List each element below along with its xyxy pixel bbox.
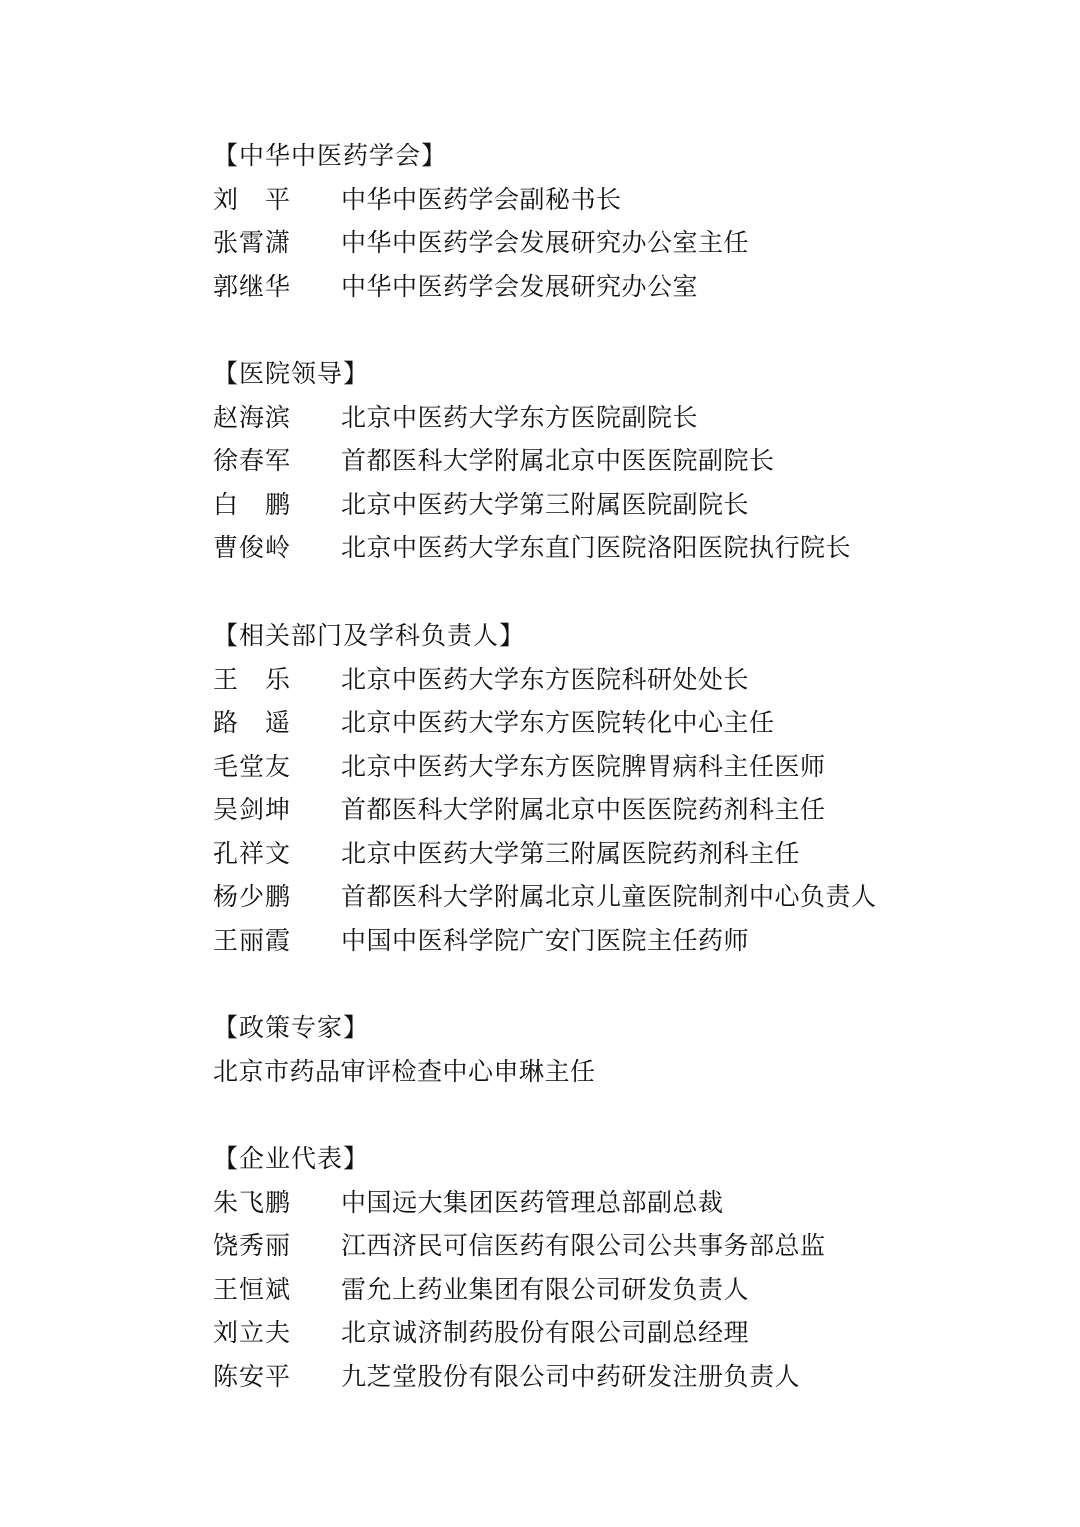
person-name: 路 遥 bbox=[213, 708, 291, 737]
person-row bbox=[213, 701, 1033, 745]
person-title: 北京中医药大学东方医院转化中心主任 bbox=[341, 708, 775, 737]
person-row bbox=[213, 1355, 1033, 1399]
person-row bbox=[213, 265, 1033, 309]
person-row bbox=[213, 483, 1033, 527]
person-row bbox=[213, 439, 1033, 483]
section-hospital-leaders bbox=[213, 352, 1033, 570]
person-name: 刘立夫 bbox=[213, 1318, 292, 1347]
person-row bbox=[213, 745, 1033, 789]
person-title: 江西济民可信医药有限公司公共事务部总监 bbox=[341, 1231, 826, 1260]
person-row bbox=[213, 1268, 1033, 1312]
person-name: 张霄潇 bbox=[213, 228, 292, 257]
person-row bbox=[213, 788, 1033, 832]
person-name: 郭继华 bbox=[213, 271, 292, 301]
person-name: 白 鹏 bbox=[213, 489, 291, 519]
person-title: 雷允上药业集团有限公司研发负责人 bbox=[341, 1274, 750, 1304]
person-row bbox=[213, 1224, 1033, 1268]
person-title: 中国远大集团医药管理总部副总裁 bbox=[341, 1187, 724, 1217]
section-enterprise bbox=[213, 1137, 1033, 1398]
person-name: 徐春军 bbox=[213, 446, 292, 475]
person-row bbox=[213, 1311, 1033, 1355]
section-heading: 【企业代表】 bbox=[213, 1144, 370, 1173]
person-title: 中华中医药学会副秘书长 bbox=[341, 184, 622, 214]
person-title: 北京诚济制药股份有限公司副总经理 bbox=[341, 1318, 750, 1347]
person-title: 首都医科大学附属北京中医医院副院长 bbox=[341, 446, 775, 475]
person-title: 北京中医药大学第三附属医院药剂科主任 bbox=[341, 838, 801, 868]
person-row bbox=[213, 178, 1033, 222]
person-title: 北京中医药大学东直门医院洛阳医院执行院长 bbox=[341, 533, 852, 562]
person-name: 王恒斌 bbox=[213, 1274, 292, 1304]
section-departments bbox=[213, 614, 1033, 962]
person-title: 首都医科大学附属北京中医医院药剂科主任 bbox=[341, 795, 826, 824]
person-name: 杨少鹏 bbox=[213, 882, 292, 911]
person-title: 北京中医药大学东方医院副院长 bbox=[341, 402, 699, 432]
person-title: 北京中医药大学东方医院科研处处长 bbox=[341, 664, 750, 694]
person-title: 中国中医科学院广安门医院主任药师 bbox=[341, 925, 750, 955]
person-row bbox=[213, 658, 1033, 702]
person-name: 赵海滨 bbox=[213, 402, 292, 432]
person-name: 王 乐 bbox=[213, 664, 291, 694]
person-title: 北京中医药大学东方医院脾胃病科主任医师 bbox=[341, 751, 826, 781]
person-row bbox=[213, 221, 1033, 265]
person-row bbox=[213, 919, 1033, 963]
person-name: 饶秀丽 bbox=[213, 1231, 292, 1260]
section-cacm bbox=[213, 134, 1033, 308]
person-row bbox=[213, 832, 1033, 876]
section-heading: 【相关部门及学科负责人】 bbox=[213, 621, 526, 650]
person-row bbox=[213, 1181, 1033, 1225]
section-heading: 【医院领导】 bbox=[213, 359, 370, 388]
person-row bbox=[213, 875, 1033, 919]
person-name: 孔祥文 bbox=[213, 838, 292, 868]
section-policy-experts bbox=[213, 1006, 1033, 1093]
person-name: 曹俊岭 bbox=[213, 533, 292, 562]
person-row bbox=[213, 396, 1033, 440]
section-heading: 【中华中医药学会】 bbox=[213, 141, 448, 170]
person-name: 吴剑坤 bbox=[213, 795, 292, 824]
person-row bbox=[213, 526, 1033, 570]
person-title: 中华中医药学会发展研究办公室 bbox=[341, 271, 699, 301]
person-title: 中华中医药学会发展研究办公室主任 bbox=[341, 228, 750, 257]
person-name: 朱飞鹏 bbox=[213, 1187, 292, 1217]
person-name: 毛堂友 bbox=[213, 751, 292, 781]
person-name: 陈安平 bbox=[213, 1361, 292, 1391]
section-heading: 【政策专家】 bbox=[213, 1013, 370, 1042]
person-name: 王丽霞 bbox=[213, 925, 292, 955]
person-name: 刘 平 bbox=[213, 184, 291, 214]
person-title: 首都医科大学附属北京儿童医院制剂中心负责人 bbox=[341, 882, 877, 911]
person-title: 九芝堂股份有限公司中药研发注册负责人 bbox=[341, 1361, 801, 1391]
expert-line: 北京市药品审评检查中心申琳主任 bbox=[213, 1056, 596, 1086]
person-title: 北京中医药大学第三附属医院副院长 bbox=[341, 489, 750, 519]
